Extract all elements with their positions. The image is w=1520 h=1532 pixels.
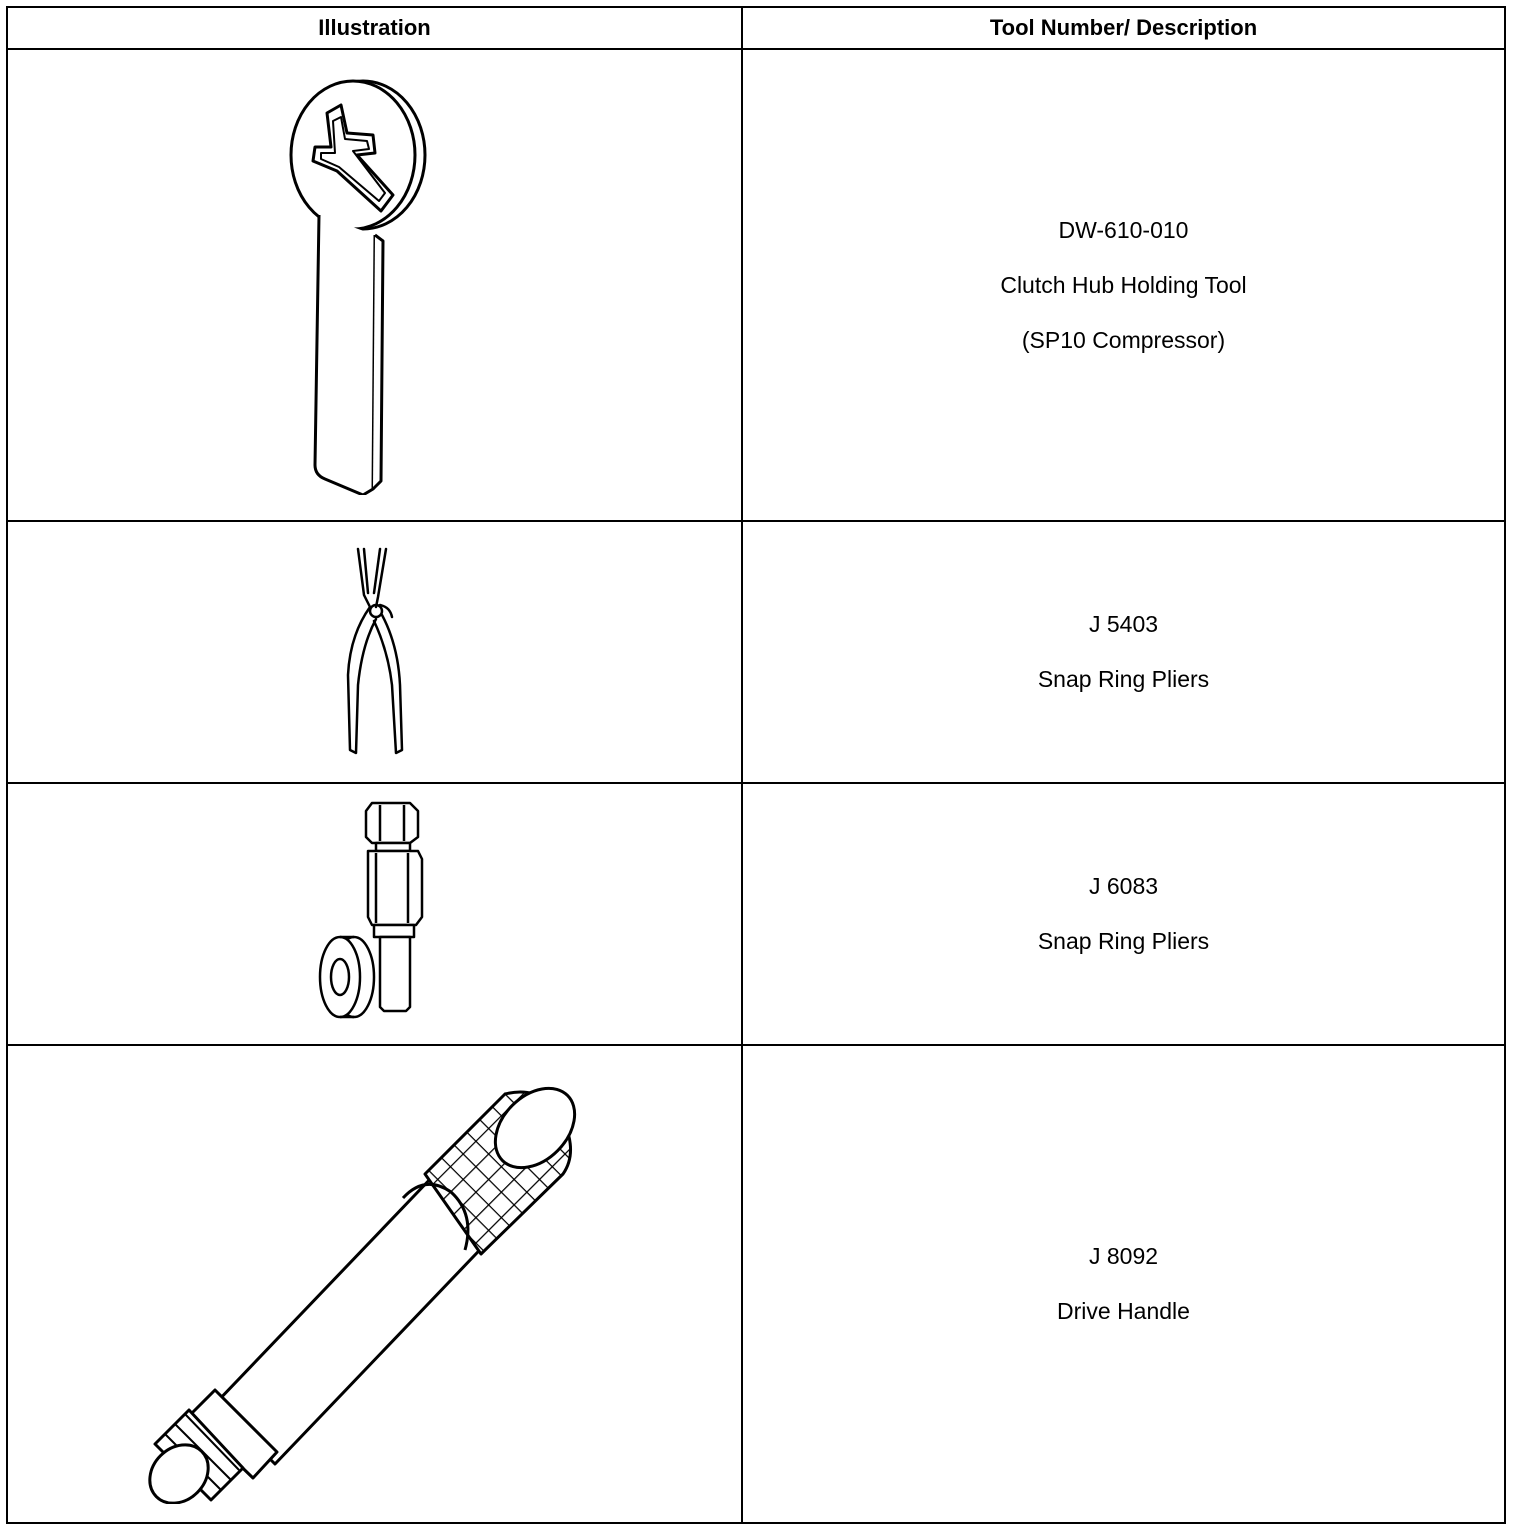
tool-number: DW-610-010 — [1058, 216, 1189, 243]
tool-description: Clutch Hub Holding Tool — [1000, 271, 1247, 298]
tool-description: Drive Handle — [1057, 1298, 1190, 1324]
table-row — [7, 49, 1505, 521]
illustration-cell — [7, 49, 742, 521]
illustration-cell — [7, 521, 742, 783]
header-illustration: Illustration — [7, 7, 742, 49]
table-row — [7, 1045, 1505, 1523]
description-cell — [742, 521, 1505, 783]
tool-description: Snap Ring Pliers — [1037, 928, 1210, 954]
description-cell — [742, 783, 1505, 1045]
illustration-cell — [7, 1045, 742, 1523]
tool-number: J 5403 — [1088, 611, 1159, 637]
table-header-row — [7, 7, 1505, 49]
table-row — [7, 783, 1505, 1045]
table-row — [7, 521, 1505, 783]
puller-bolt-icon — [310, 797, 440, 1032]
tool-table — [6, 6, 1506, 1524]
tool-note: (SP10 Compressor) — [1021, 326, 1226, 353]
tool-number: J 8092 — [1088, 1243, 1159, 1269]
tool-number: J 6083 — [1088, 873, 1159, 899]
clutch-hub-holding-tool-icon — [275, 75, 475, 495]
description-cell — [742, 49, 1505, 521]
description-cell — [742, 1045, 1505, 1523]
snap-ring-pliers-icon — [330, 545, 420, 760]
header-tool-description: Tool Number/ Description — [742, 7, 1505, 49]
tool-description: Snap Ring Pliers — [1037, 666, 1210, 692]
illustration-cell — [7, 783, 742, 1045]
drive-handle-icon — [145, 1064, 605, 1504]
